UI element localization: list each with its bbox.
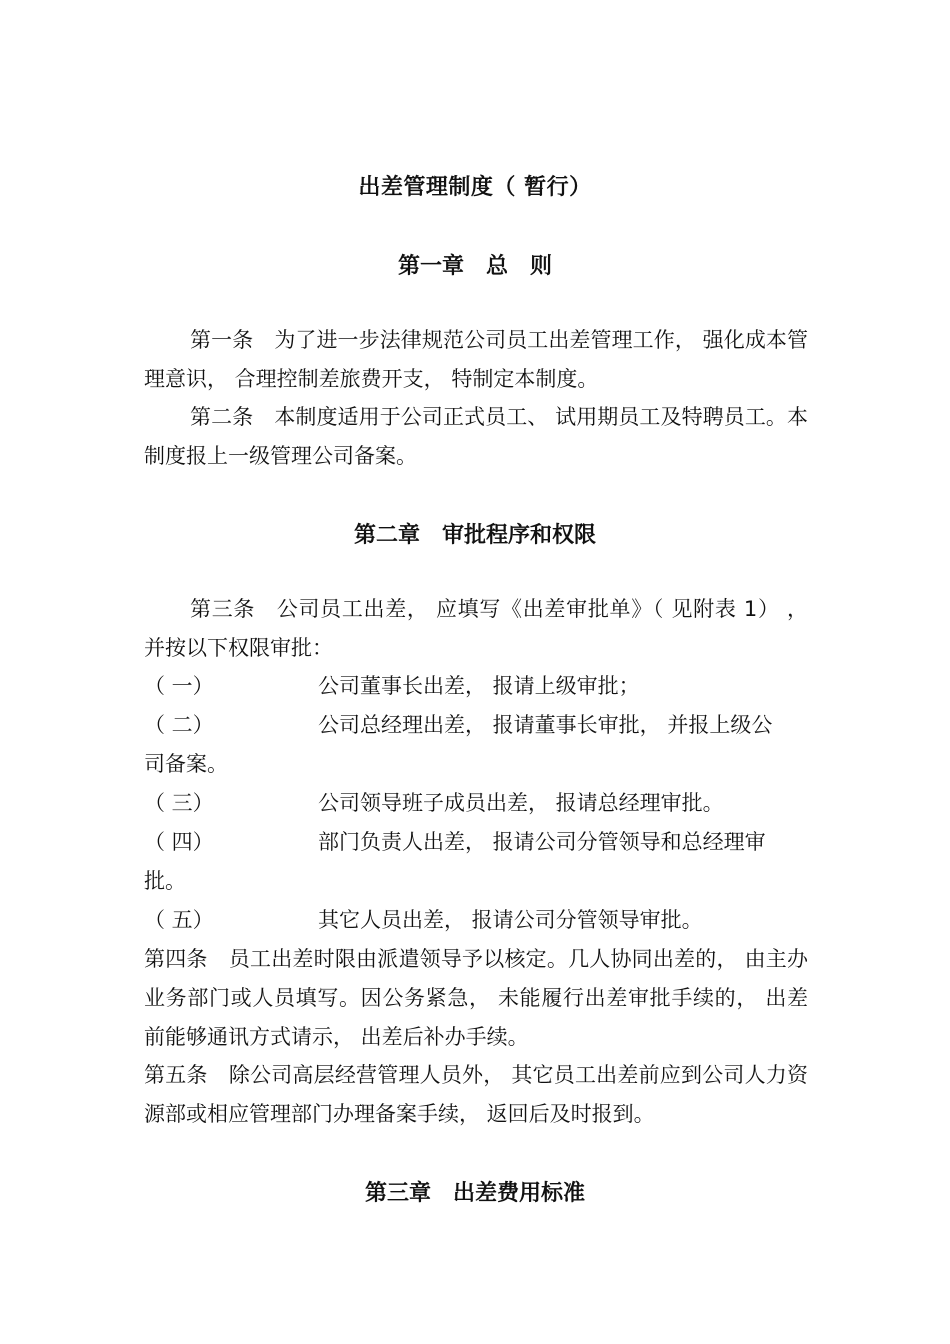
approval-item-5 [144,901,808,940]
chapter-2-heading: 第二章 审批程序和权限 [353,523,596,548]
item-text: 公司领导班子成员出差， 报请总经理审批。 [318,791,724,815]
chapter-1-heading: 第一章 总 则 [397,254,552,279]
item-number: （ 五） [144,908,214,932]
item-number: （ 一） [144,674,214,698]
item-text: 公司总经理出差， 报请董事长审批， 并报上级公 [318,713,773,737]
article-4: 第四条 员工出差时限由派遣领导予以核定。几人协同出差的， 由主办业务部门或人员填写。因公务紧急， 未能履行出差审批手续的， 出差前能够通讯方式请示， 出差后补办手续。 [144,947,808,1049]
chapter-3-heading: 第三章 出差费用标准 [364,1181,585,1206]
item-number: （ 二） [144,713,214,737]
article-3: 第三条 公司员工出差， 应填写《出差审批单》（ 见附表 1） ， 并按以下权限审批： [144,597,815,660]
article-1: 第一条 为了进一步法律规范公司员工出差管理工作， 强化成本管理意识， 合理控制差旅费开支， 特制定本制度。 [144,328,808,391]
article-5: 第五条 除公司高层经营管理人员外， 其它员工出差前应到公司人力资源部或相应管理部门办理备案手续， 返回后及时报到。 [144,1063,808,1126]
item-number: （ 四） [144,830,214,854]
approval-item-3 [144,784,808,823]
document-title: 出差管理制度（ 暂行） [358,175,592,200]
approval-item-4 [144,823,808,862]
item-text: 公司董事长出差， 报请上级审批； [318,674,640,698]
approval-item-2 [144,706,808,745]
approval-item-1 [144,667,808,706]
item-number: （ 三） [144,791,214,815]
article-2: 第二条 本制度适用于公司正式员工、 试用期员工及特聘员工。本制度报上一级管理公司备案。 [144,405,808,468]
item-continuation: 批。 [144,869,186,893]
item-text: 其它人员出差， 报请公司分管领导审批。 [318,908,703,932]
item-text: 部门负责人出差， 报请公司分管领导和总经理审 [318,830,766,854]
item-continuation: 司备案。 [144,752,228,776]
